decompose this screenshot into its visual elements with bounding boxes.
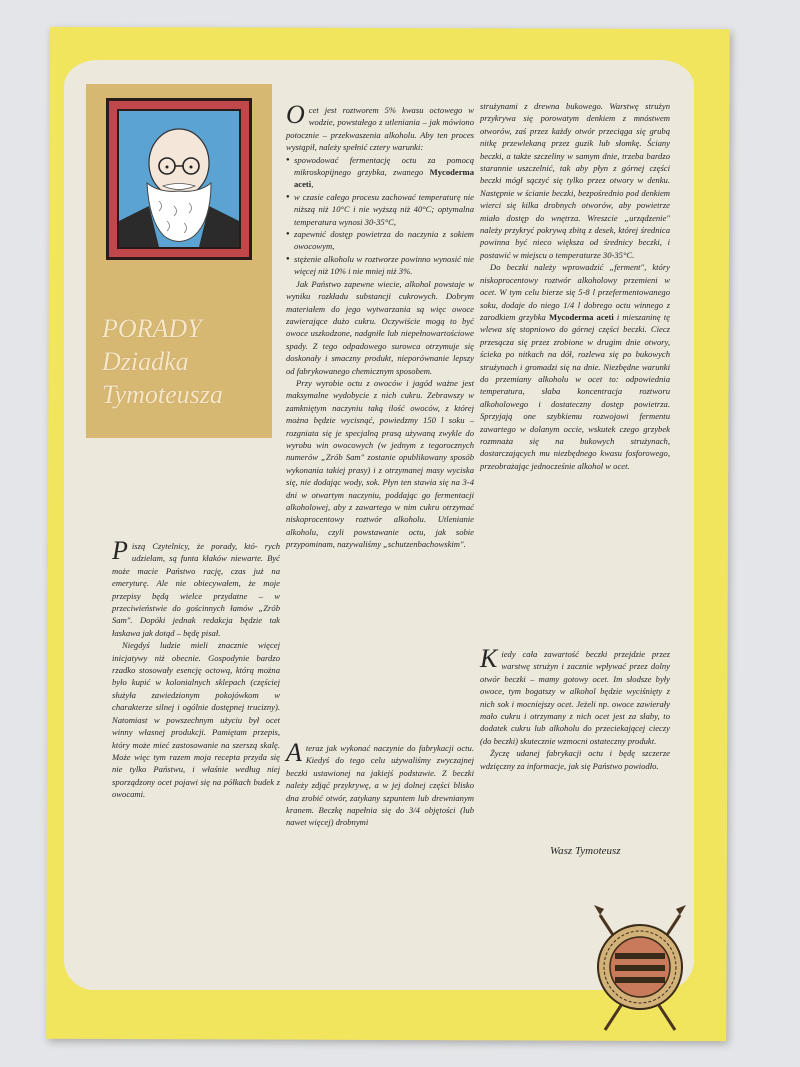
intro-paragraph-2: Niegdyś ludzie mieli znacznie więcej inicjatywy niż obecnie. Gospodynie bardzo rzadko stosowały esencję octową, którą można było kupić w kolonialnych sklepach (częściej służyła zawiedzionym pokojówkom w charakterze silnej i ogólnie dostępnej trucizny). Natomiast w powszechnym użyciu był ocet winny własnej produkcji. Pamiętam przepis, który może mieć zastosowanie na szerszą skalę. Może więc tym razem moja recepta przyda się nie tylko Państwu, i właśnie według niej sporządzony ocet pojawi się na półkach budek z owocami.: [112, 640, 280, 800]
paragraph: Przy wyrobie octu z owoców i jagód ważne jest maksymalne wydobycie z nich cukru. Zebrawszy w zamkniętym naczyniu taką ilość owoców, z której można będzie wycisnąć, powiedzmy 150 l soku – rozgniata się je specjalną prasą używaną zwykle do wyrobu win owocowych (w jednym z tegorocznych numerów „Zrób Sam" zostanie opublikowany sposób wykonania takiej prasy) i z otrzymanej masy wyciska się, nie dodając wody, sok. Płyn ten stawia się na 3-4 dni w otwartym naczyniu, poddając go fermentacji alkoholowej, aby z zawartego w nim cukru otrzymać niskoprocentowy roztwór alkoholu. Utlenianie alkoholu, czyli powstawanie octu, jak sobie przypominam, nazywaliśmy „schutzenbachowskim".: [286, 377, 474, 550]
list-item: ● spowodować fermentację octu za pomocą mikroskopijnego grzybka, zwanego Mycoderma aceti,: [286, 154, 474, 191]
drop-cap: K: [480, 644, 498, 673]
paragraph: Życzę udanej fabrykacji octu i będę szczerze wdzięczny za informacje, jak się Państwo powiodło.: [480, 748, 670, 771]
paragraph: Ocet jest roztworem 5% kwasu octowego w wodzie, powstałego z utleniania – jak mówiono potocznie – przekwaszenia alkoholu. Aby ten proces wystąpił, należy spełnić cztery warunki:: [286, 100, 474, 153]
title-line-1: PORADY: [102, 314, 202, 343]
old-man-illustration: [119, 111, 239, 247]
grandpa-portrait: [117, 109, 241, 249]
article-column-3: [480, 100, 670, 646]
column-title: [102, 312, 270, 411]
title-line-2: Dziadka: [102, 347, 189, 376]
intro-paragraph-1: Piszą Czytelnicy, że porady, któ- rych udzielam, są funta kłaków niewarte. Być może macie Państwo rację, czas już na emeryturę. Ale nie obiecywałem, że moje przepisy będą wielce przydatne – w przeciwieństwie do gościnnych łamów „Zrób Sam". Dopóki jednak redakcja będzie tak łaskawa jak dotąd – będę pisał.: [112, 536, 280, 638]
paragraph: Jak Państwo zapewne wiecie, alkohol powstaje w wyniku rozkładu substancji cukrowych. Dobrym materiałem do jego wytwarzania są więc owoce zawierające dużo cukru. Oczywiście mogą to być owoce uszkodzone, nadgniłe lub niepełnowartościowe spady. Z tego odpadowego surowca otrzymuje się doskonały i smaczny produkt, nieporównanie lepszy od fabrykowanego chemicznym sposobem.: [286, 278, 474, 376]
author-signature: Wasz Tymoteusz: [550, 845, 621, 857]
list-item: ● stężenie alkoholu w roztworze powinno wynosić nie więcej niż 10% i nie mniej niż 3%.: [286, 253, 474, 278]
article-column-2: [286, 100, 474, 550]
drop-cap: A: [286, 738, 302, 767]
paragraph: Do beczki należy wprowadzić „ferment", który niskoprocentowy roztwór alkoholowy przemieni w ocet. W tym celu bierze się 5-8 l przefermentowanego soku, dodaje do niego 1/4 l dobrego octu winnego z zarodkiem grzybka Mycoderma aceti i mieszaninę tę wlewa się stopniowo do górnej części beczki. Ciecz przesącza się przez zrobione w drugim dnie otwory, ścieka po nitkach na dół, rozlewa się po bukowych strużynach i gromadzi się na dnie. Niezbędne warunki do przemiany alkoholu w ocet to: odpowiednia temperatura, słaba koncentracja roztworu alkoholowego i dostateczny dostęp powietrza. Sprzyjają one szybkiemu rozwojowi fermentu zawartego w dolanym occie, wskutek czego grzybek rozmnaża się na bukowych strużynach, dostarczających mu niezbędnego kwasu fosforowego, przeobrażając jednocześnie alkohol w ocet.: [480, 262, 670, 471]
paragraph: Kiedy cała zawartość beczki przejdzie przez warstwę strużyn i zacznie wpływać przez dolny otwór beczki – mamy gotowy ocet. Im słodsze były owoce, tym bogatszy w alkohol będzie wyciśnięty z nich sok i mocniejszy ocet. Jeżeli np. owoce zawierały mało cukru i otrzymany z nich ocet jest za słaby, to dodatek cukru lub alkoholu do przeciekającej cieczy (do beczki) skutecznie wzmocni ostateczny produkt.: [480, 644, 670, 746]
article-column-2-bottom: [286, 738, 474, 858]
intro-column: [112, 536, 280, 870]
column-header: [86, 84, 272, 438]
paragraph: strużynami z drewna bukowego. Warstwę strużyn przykrywa się porowatym denkiem z mnóstwem otworów, zaś przez każdy otwór przeciąga się grubą nitkę przewlekaną przez guzik lub słomkę. Ściany beczki, a także szczeliny w samym dnie, trzeba bardzo starannie uszczelnić, tak aby płyn z górnej części beczki mógł sączyć się tylko przez otwory w denku. Następnie w ścianie beczki, bezpośrednio pod denkiem wierci się kilka drobnych otworów, aby powietrze miało dostęp do wnętrza. Wreszcie „urządzenie" należy przykryć pokrywą zbitą z desek, której średnica powinna być nieco większa od średnicy beczki, i postawić w miejscu o temperaturze 30-35°C.: [480, 101, 670, 260]
list-item: ● zapewnić dostęp powietrza do naczynia z sokiem owocowym,: [286, 228, 474, 253]
article-column-3-bottom: [480, 644, 670, 828]
drop-cap: P: [112, 536, 128, 565]
conditions-list: [286, 154, 474, 278]
portrait-frame: [106, 98, 252, 260]
decorative-seal-icon: [585, 895, 695, 1035]
drop-cap: O: [286, 100, 305, 129]
paragraph: Ateraz jak wykonać naczynie do fabrykacji octu. Kiedyś do tego celu używaliśmy zwyczajnej beczki ustawionej na jakiejś podstawie. Z beczki należy zdjąć przykrywę, a w jej dolnej części blisko dna zrobić otwór, zatykany szpuntem lub drewnianym kranem. Beczkę napełnia się do 3/4 objętości (lub nawet więcej) drobnymi: [286, 738, 474, 828]
list-item: ● w czasie całego procesu zachować temperaturę nie niższą niż 10°C i nie wyższą niż 40°C; optymalna temperatura wynosi 30-35°C,: [286, 191, 474, 228]
title-line-3: Tymoteusza: [102, 380, 223, 409]
